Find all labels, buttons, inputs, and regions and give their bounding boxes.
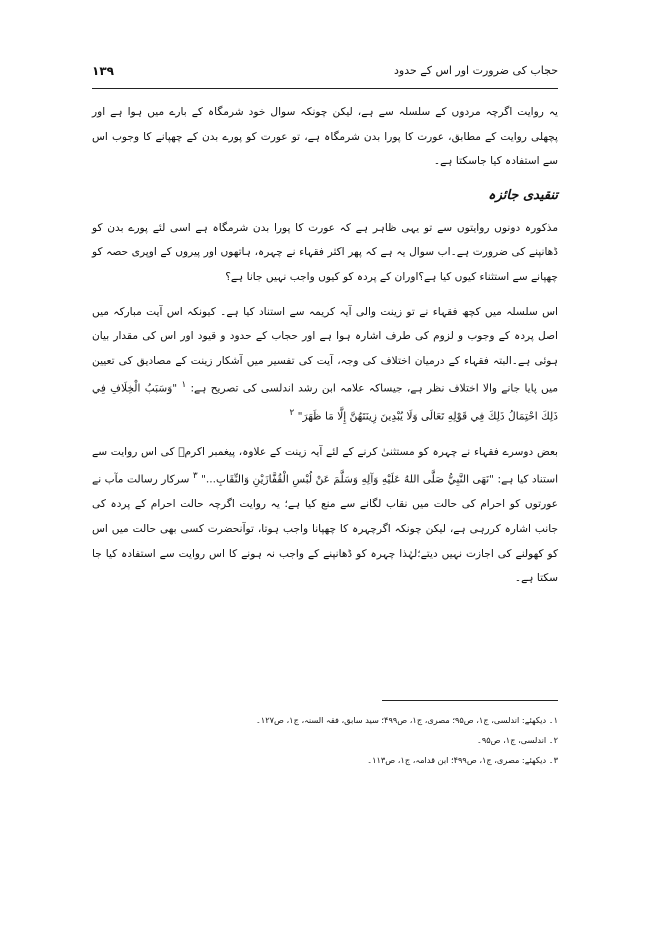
paragraph-4-continuation: سرکار رسالت مآب نے عورتوں کو احرام کی حالت میں نقاب لگانے سے منع کیا ہے؛ یہ روایت اگرچہ حالت احرام کے پردہ کی جانب اشارہ کررہی ہے، لیکن چونکہ اگرچہرہ کا چھپانا واجب ہوتا، توآنحضرت کسی بھی حالت میں اس کو کھولنے کی اجازت نہیں دیتے؛لہٰذا چہرہ کو ڈھانپنے کے واجب نہ ہونے کا اس روایت سے استفادہ کیا جا سکتا ہے۔ xyxy=(92,473,558,585)
footnote-marker-2: ۲ xyxy=(289,408,295,419)
paragraph-4-text: بعض دوسرے فقہاء نے چہرہ کو مستثنیٰ کرنے کے لئے آیہ زینت کے علاوہ، پیغمبر اکرمؐ کی اس روایت سے استناد کیا ہے: xyxy=(92,445,559,486)
paragraph-4 xyxy=(92,440,558,591)
arabic-quote-hadith: "نَهَى النَّبِيُّ صَلَّى اللهُ عَلَيْهِ وَآلِهِ وَسَلَّمَ عَنْ لُبْسِ الْقُفَّازَيْنِ وَالنِّقَابِ..." xyxy=(201,473,495,486)
footnote-marker-3: ۳ xyxy=(192,471,198,482)
footnote-marker-1: ۱ xyxy=(181,380,187,391)
header-divider xyxy=(92,88,558,89)
footnote-2: ۲۔ اندلسی، ج۱، ص۹۵۔ xyxy=(477,735,558,745)
arabic-quote-ibn-rushd: "وَسَبَبُ الْخِلَافِ فِي ذَلِكَ احْتِمَالُ ذَلِكَ فِي قَوْلِهِ تَعَالَى وَلَا يُبْدِينَ زِينَتَهُنَّ إِلَّا مَا ظَهَرَ" xyxy=(92,382,558,423)
page-number: ۱۳۹ xyxy=(92,64,114,78)
paragraph-3-text: اس سلسلہ میں کچھ فقہاء نے تو زینت والی آیہ کریمہ سے استناد کیا ہے۔ کیونکہ اس آیت مبارکہ میں اصل پردہ کے وجوب و لزوم کی طرف اشارہ ہوا ہے اور حجاب کے حدود و قیود اور اس کی مقدار بیان ہوئی ہے۔البتہ فقہاء کے درمیان اختلاف کی وجہ، آیت کی تفسیر میں آشکار زینت کے مصادیق کی تعیین میں پایا جانے والا اختلاف نظر ہے، جیساکہ علامہ ابن رشد اندلسی کی تصریح ہے: xyxy=(92,305,558,395)
paragraph-1: یہ روایت اگرچہ مردوں کے سلسلہ سے ہے، لیکن چونکہ سوال خود شرمگاہ کے بارے میں ہوا ہے اور پچھلی روایت کے مطابق، عورت کا پورا بدن شرمگاہ ہے، تو عورت کو پورے بدن کے چھپانے کا وجوب اس سے استفادہ کیا جاسکتا ہے۔ xyxy=(92,106,558,168)
footnote-3: ۳۔ دیکھئے: مصری، ج۱، ص۴۹۹؛ ابن قدامہ، ج۱، ص۱۱۳۔ xyxy=(367,755,558,765)
section-heading: تنقیدی جائزہ xyxy=(488,187,558,203)
paragraph-3 xyxy=(92,300,558,430)
paragraph-2: مذکورہ دونوں روایتوں سے تو یہی ظاہر ہے کہ عورت کا پورا بدن شرمگاہ ہے اسی لئے پورے بدن کو ڈھانپنے کی ضرورت ہے۔اب سوال یہ ہے کہ پھر اکثر فقہاء نے چہرہ، ہاتھوں اور پیروں کے اوپری حصہ کو چھپانے سے استثناء کیوں کیا ہے؟اوران کے پردہ کو کیوں واجب نہیں جانا ہے؟ xyxy=(92,221,558,283)
running-title: حجاب کی ضرورت اور اس کے حدود xyxy=(393,64,558,77)
footnote-1: ۱۔ دیکھئے: اندلسی، ج۱، ص۹۵؛ مصری، ج۱، ص۴۹۹؛ سید سابق، فقہ السنہ، ج۱، ص۱۲۷۔ xyxy=(255,715,558,725)
page-header xyxy=(92,64,558,86)
footnote-divider xyxy=(382,700,558,701)
footnotes xyxy=(92,710,558,770)
main-text xyxy=(92,100,558,601)
